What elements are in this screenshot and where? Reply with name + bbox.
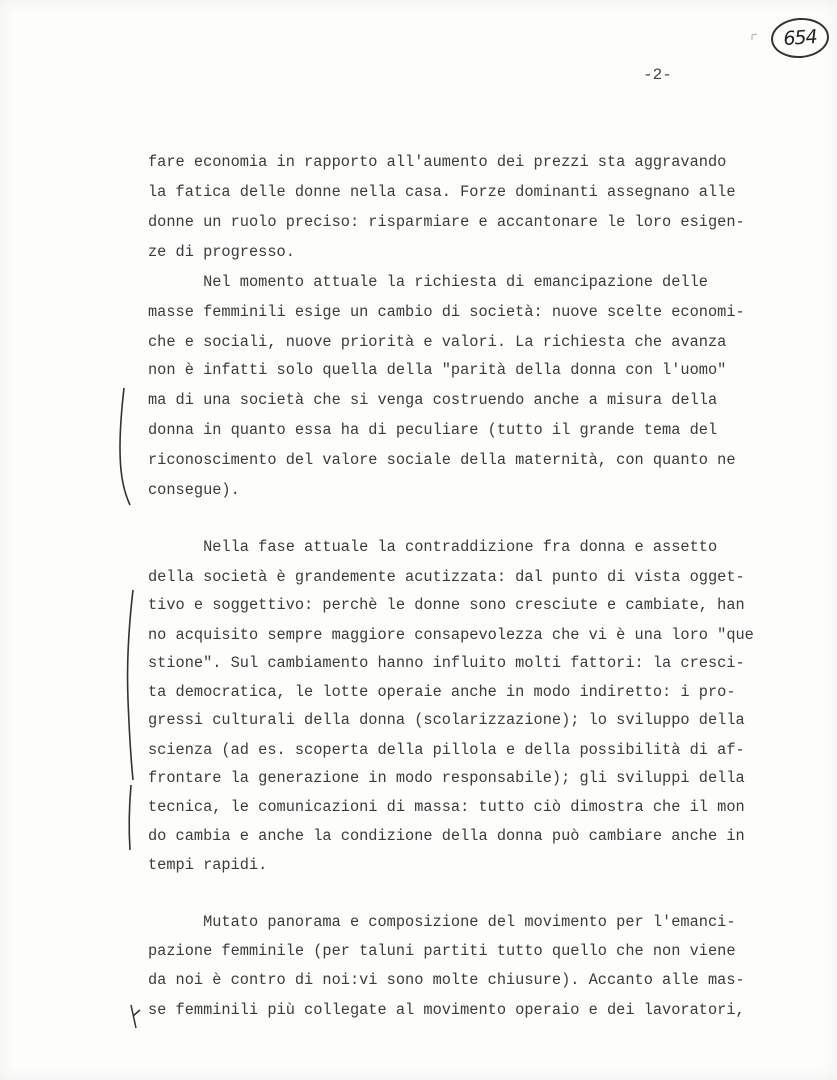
page-number: -2- <box>643 66 672 84</box>
text-line: tivo e soggettivo: perchè le donne sono cresciute e cambiate, han <box>148 596 745 614</box>
text-line: ma di una società che si venga costruendo anche a misura della <box>148 391 718 409</box>
text-line: stione". Sul cambiamento hanno influito molti fattori: la cresci- <box>148 654 745 672</box>
text-line: ta democratica, le lotte operaie anche in modo indiretto: i pro- <box>148 683 736 701</box>
text-line: tempi rapidi. <box>148 856 268 874</box>
text-line: donna in quanto essa ha di peculiare (tutto il grande tema del <box>148 421 718 439</box>
text-line: che e sociali, nuove priorità e valori. La richiesta che avanza <box>148 333 727 351</box>
text-line: riconoscimento del valore sociale della maternità, con quanto ne <box>148 451 736 469</box>
text-line: Mutato panorama e composizione del movimento per l'emanci- <box>148 913 736 931</box>
text-line: frontare la generazione in modo responsabile); gli sviluppi della <box>148 769 745 787</box>
text-line: da noi è contro di noi:vi sono molte chiusure). Accanto alle mas- <box>148 971 745 989</box>
text-line: non è infatti solo quella della "parità della donna con l'uomo" <box>148 361 727 379</box>
text-line: Nella fase attuale la contraddizione fra donna e assetto <box>148 538 718 556</box>
text-line: tecnica, le comunicazioni di massa: tutto ciò dimostra che il mon <box>148 798 745 816</box>
text-line: consegue). <box>148 481 240 499</box>
text-line: no acquisito sempre maggiore consapevolezza che vi è una loro "que <box>148 626 754 644</box>
text-line: Nel momento attuale la richiesta di emancipazione delle <box>148 273 708 291</box>
text-line: gressi culturali della donna (scolarizzazione); lo sviluppo della <box>148 711 745 729</box>
margin-tick-mark <box>131 1005 140 1028</box>
text-line: masse femminili esige un cambio di società: nuove scelte economi- <box>148 303 745 321</box>
corner-mark <box>752 34 757 40</box>
text-line: la fatica delle donne nella casa. Forze dominanti assegnano alle <box>148 183 736 201</box>
margin-bracket-1 <box>120 388 130 505</box>
text-line: ze di progresso. <box>148 243 295 261</box>
text-line: donne un ruolo preciso: risparmiare e accantonare le loro esigen- <box>148 213 745 231</box>
text-line: fare economia in rapporto all'aumento dei prezzi sta aggravando <box>148 153 727 171</box>
text-line: se femminili più collegate al movimento operaio e dei lavoratori, <box>148 1001 745 1019</box>
text-line: della società è grandemente acutizzata: dal punto di vista ogget- <box>148 568 745 586</box>
text-line: scienza (ad es. scoperta della pillola e della possibilità di af- <box>148 741 745 759</box>
text-line: pazione femminile (per taluni partiti tutto quello che non viene <box>148 942 736 960</box>
margin-bracket-3 <box>129 785 131 850</box>
margin-bracket-2 <box>128 590 133 780</box>
text-line: do cambia e anche la condizione della donna può cambiare anche in <box>148 827 745 845</box>
stamp-number: 654 <box>782 25 818 51</box>
